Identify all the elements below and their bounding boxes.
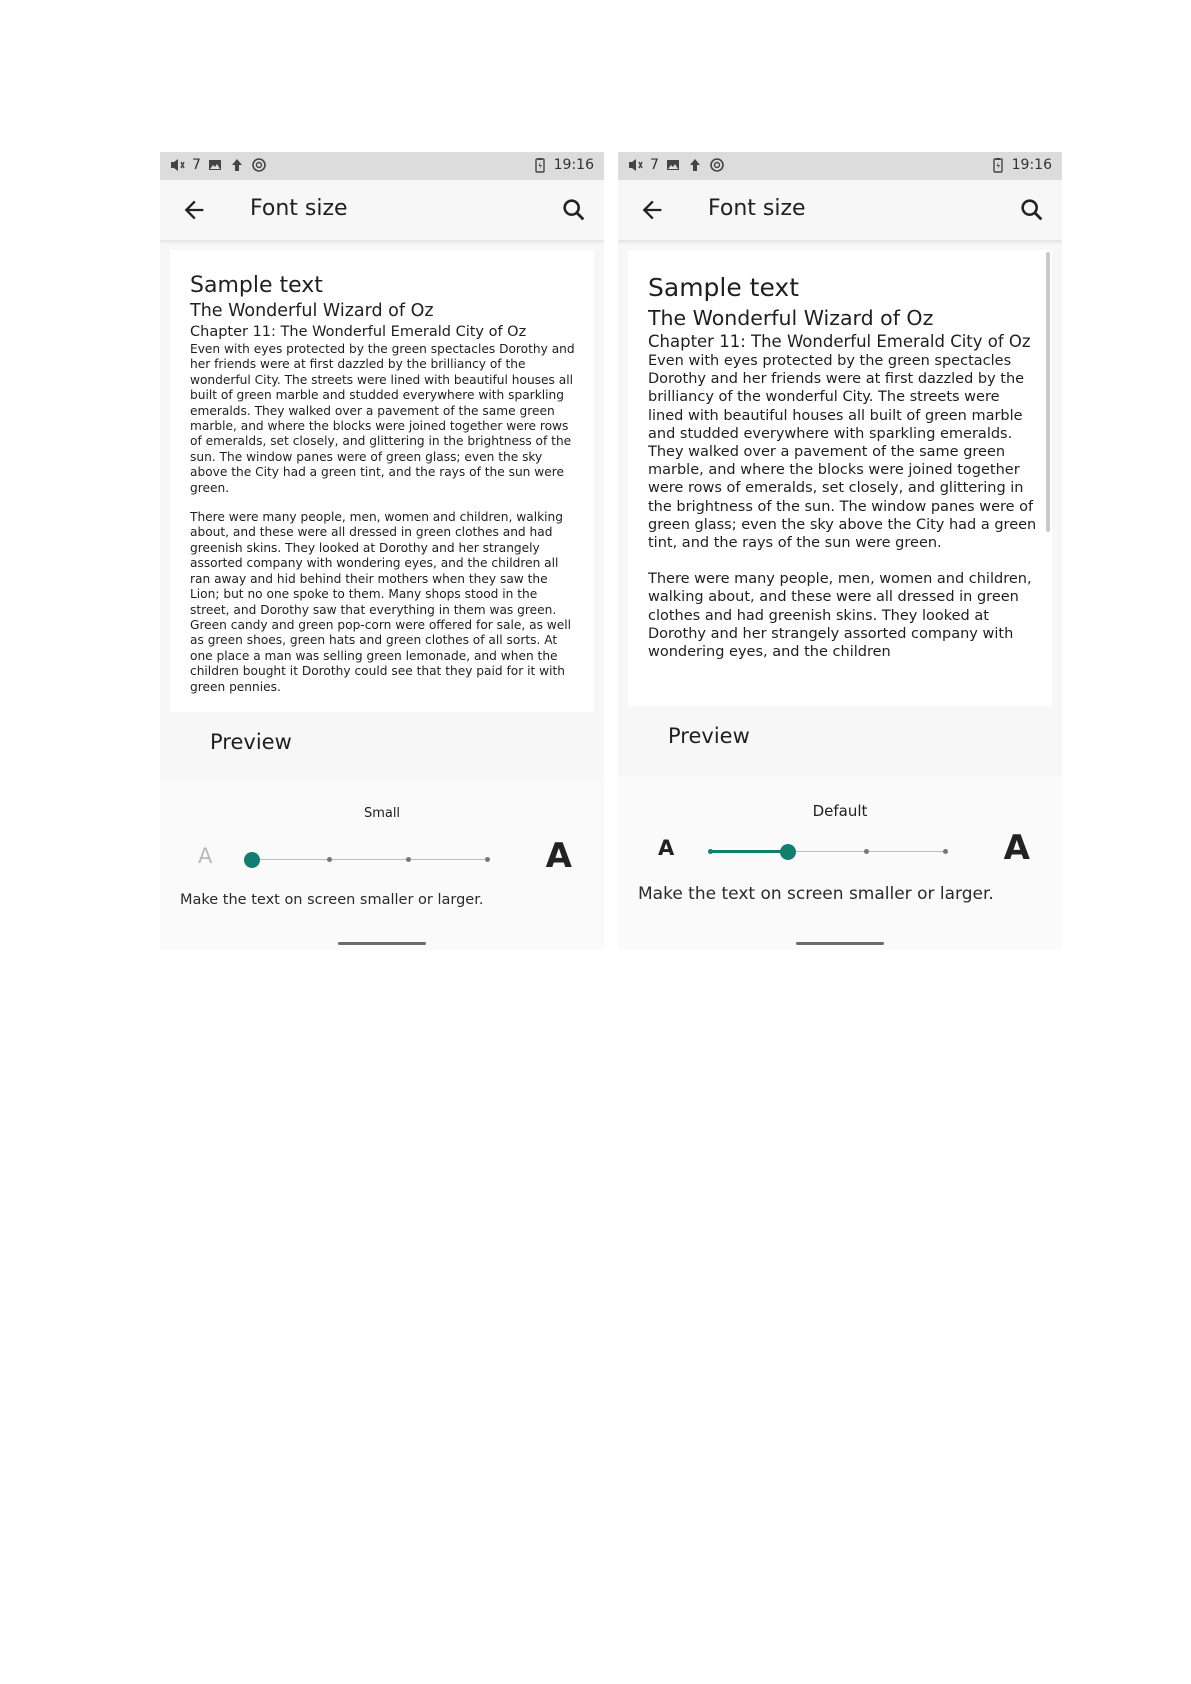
app-bar [618, 180, 1062, 241]
decrease-size-button[interactable]: A [198, 844, 213, 868]
app-bar [160, 180, 604, 241]
increase-size-button[interactable]: A [545, 836, 572, 876]
status-time: 19:16 [1011, 157, 1052, 173]
slider-tick[interactable] [485, 857, 490, 862]
help-text: Make the text on screen smaller or larger. [638, 884, 994, 904]
font-size-slider[interactable] [618, 828, 1062, 868]
sample-chapter: Chapter 11: The Wonderful Emerald City of Oz [190, 324, 527, 340]
size-label: Small [363, 806, 401, 821]
help-text: Make the text on screen smaller or larger. [180, 892, 484, 908]
status-bar [618, 152, 1062, 180]
upload-icon [687, 157, 703, 173]
slider-tick[interactable] [864, 849, 869, 854]
upload-icon [229, 157, 245, 173]
sample-title: Sample text [648, 273, 800, 302]
volume-icon [170, 157, 186, 173]
image-icon [207, 157, 223, 173]
slider-tick[interactable] [943, 849, 948, 854]
font-size-panel [618, 776, 1062, 950]
search-icon[interactable] [1018, 196, 1046, 224]
slider-thumb[interactable] [780, 844, 796, 860]
sample-chapter: Chapter 11: The Wonderful Emerald City of Oz [648, 332, 1031, 351]
preview-label: Preview [668, 724, 750, 748]
home-indicator[interactable] [796, 942, 884, 945]
back-arrow-icon[interactable] [638, 196, 666, 224]
phone-screen-small [160, 152, 604, 950]
slider-track[interactable] [252, 859, 487, 860]
status-time: 19:16 [553, 157, 594, 173]
sample-subtitle: The Wonderful Wizard of Oz [190, 301, 434, 321]
slider-tick[interactable] [708, 849, 713, 854]
sample-paragraph: There were many people, men, women and children, walking about, and these were all dressed in green clothes and had greenish skins. They looked at Dorothy and her strangely assorted company with wondering eyes, and the children [648, 571, 1032, 661]
sample-subtitle: The Wonderful Wizard of Oz [648, 306, 934, 330]
sample-paragraph: Even with eyes protected by the green spectacles Dorothy and her friends were at first dazzled by the brilliancy of the wonderful City. The streets were lined with beautiful houses all built of green marble and studded everywhere with sparkling emeralds. They walked over a pavement of the same green marble, and where the blocks were joined together were rows of emeralds, set closely, and glittering in the brightness of the sun. The window panes were of green glass; even the sky above the City had a green tint, and the rays of the sun were green. [190, 342, 575, 495]
sample-paragraph: There were many people, men, women and children, walking about, and these were all dressed in green clothes and had greenish skins. They looked at Dorothy and her strangely assorted company with wondering eyes, and the children all ran away and hid behind their mothers when they saw the Lion; but no one spoke to them. Many shops stood in the street, and Dorothy saw that everything in them was green. Green candy and green pop-corn were offered for sale, as well as green shoes, green hats and green clothes of all sorts. At one place a man was selling green lemonade, and when the children bought it Dorothy could see that they paid for it with green pennies. [190, 510, 572, 694]
notification-count: 7 [650, 157, 659, 173]
back-arrow-icon[interactable] [180, 196, 208, 224]
decrease-size-button[interactable]: A [658, 836, 675, 860]
sample-text-card[interactable] [628, 250, 1052, 706]
slider-tick[interactable] [406, 857, 411, 862]
volume-icon [628, 157, 644, 173]
size-label: Default [812, 802, 868, 820]
scrollbar[interactable] [1046, 252, 1050, 532]
notification-count: 7 [192, 157, 201, 173]
battery-icon [990, 157, 1006, 173]
sample-title: Sample text [190, 273, 323, 298]
sample-paragraph: Even with eyes protected by the green spectacles Dorothy and her friends were at first dazzled by the brilliancy of the wonderful City. The streets were lined with beautiful houses all built of green marble and studded everywhere with sparkling emeralds. They walked over a pavement of the same green marble, and where the blocks were joined together were rows of emeralds, set closely, and glittering in the brightness of the sun. The window panes were of green glass; even the sky above the City had a green tint, and the rays of the sun were green. [648, 353, 1037, 552]
page-title: Font size [250, 196, 348, 221]
font-size-slider[interactable] [160, 836, 604, 876]
preview-label: Preview [210, 730, 292, 754]
slider-tick[interactable] [327, 857, 332, 862]
sync-icon [709, 157, 725, 173]
home-indicator[interactable] [338, 942, 426, 945]
increase-size-button[interactable]: A [1003, 828, 1030, 868]
font-size-panel [160, 780, 604, 950]
page-title: Font size [708, 196, 806, 221]
image-icon [665, 157, 681, 173]
sync-icon [251, 157, 267, 173]
status-bar [160, 152, 604, 180]
phone-screen-default [618, 152, 1062, 950]
search-icon[interactable] [560, 196, 588, 224]
slider-track-active[interactable] [710, 850, 788, 853]
slider-thumb[interactable] [244, 852, 260, 868]
sample-text-card[interactable] [170, 250, 594, 712]
battery-icon [532, 157, 548, 173]
